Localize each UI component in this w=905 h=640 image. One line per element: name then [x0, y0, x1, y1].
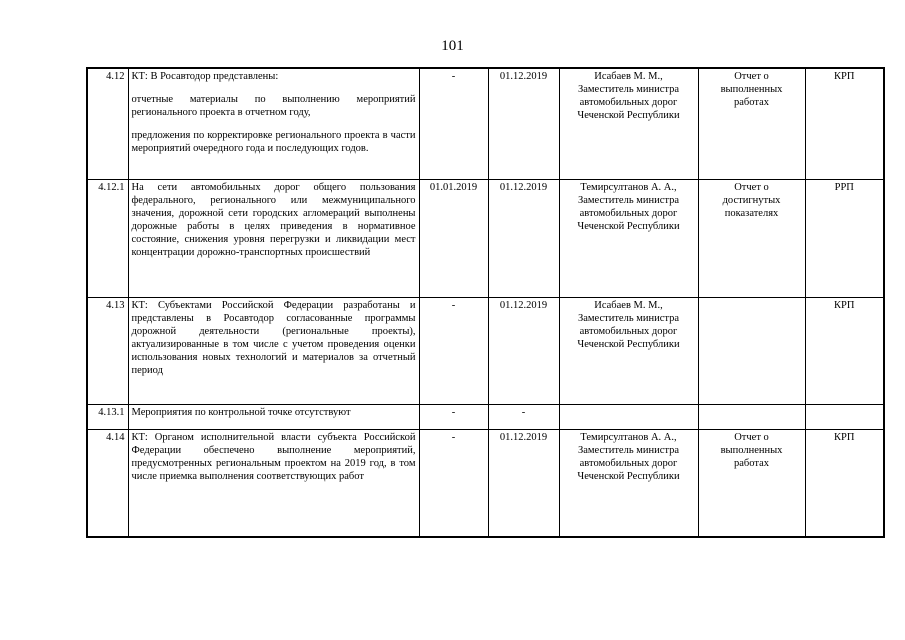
item-number-cell: 4.13	[87, 297, 128, 404]
end-date-cell: 01.12.2019	[488, 179, 559, 297]
responsible-line: автомобильных дорог	[579, 457, 678, 469]
result-line: работах	[734, 97, 769, 108]
end-date-cell: 01.12.2019	[488, 68, 559, 179]
task-text: КТ: Органом исполнительной власти субъекта Российской Федерации обеспечено выполнение мероприятий, предусмотренных региональным проектом на 2019 год, в том числе приемка выполнения соответствующих работ	[131, 431, 416, 482]
result-cell	[698, 429, 805, 537]
start-date-cell: -	[419, 429, 488, 537]
result-line: работах	[734, 457, 769, 469]
result-cell	[698, 179, 805, 297]
task-cell	[128, 429, 419, 537]
item-number-cell: 4.13.1	[87, 404, 128, 429]
task-cell	[128, 179, 419, 297]
responsible-cell	[559, 68, 698, 179]
end-date-cell: 01.12.2019	[488, 429, 559, 537]
responsible-line: Заместитель министра	[577, 444, 680, 456]
responsible-cell	[559, 404, 698, 429]
plan-table-body	[87, 68, 884, 537]
responsible-line: Чеченской Республики	[577, 110, 680, 121]
start-date-cell: -	[419, 404, 488, 429]
task-text: Мероприятия по контрольной точке отсутствуют	[131, 406, 351, 418]
result-cell	[698, 404, 805, 429]
end-date-cell: -	[488, 404, 559, 429]
responsible-cell	[559, 297, 698, 404]
level-cell: КРП	[805, 429, 884, 537]
responsible-line: Чеченской Республики	[577, 470, 680, 482]
table-row	[87, 429, 884, 537]
result-line: показателях	[724, 207, 779, 219]
task-text: отчетные материалы по выполнению мероприятий регионального проекта в отчетном году,	[131, 94, 416, 118]
task-text: КТ: Субъектами Российской Федерации разработаны и представлены в Росавтодор согласованные программы дорожной деятельности (региональные проекты), актуализированные в том числе с учетом проведения оценки использования новых технологий и материалов за отчетный период	[131, 299, 416, 376]
level-cell	[805, 404, 884, 429]
plan-table	[86, 67, 885, 538]
table-row	[87, 404, 884, 429]
responsible-line: Темирсултанов А. А.,	[580, 431, 677, 443]
result-cell	[698, 297, 805, 404]
item-number-cell: 4.12	[87, 68, 128, 179]
task-cell	[128, 404, 419, 429]
result-line: Отчет о	[734, 71, 769, 82]
result-line: достигнутых	[722, 194, 781, 206]
result-line: Отчет о	[734, 431, 769, 443]
result-cell	[698, 68, 805, 179]
result-line: Отчет о	[734, 181, 769, 193]
responsible-line: Заместитель министра	[577, 194, 680, 206]
responsible-line: автомобильных дорог	[579, 207, 678, 219]
responsible-line: Заместитель министра	[577, 84, 680, 95]
start-date-cell: -	[419, 68, 488, 179]
result-line: выполненных	[720, 84, 783, 95]
level-cell: КРП	[805, 297, 884, 404]
responsible-line: Исабаев М. М.,	[594, 299, 663, 311]
item-number-cell: 4.12.1	[87, 179, 128, 297]
responsible-line: Заместитель министра	[577, 312, 680, 324]
responsible-cell	[559, 179, 698, 297]
start-date-cell: 01.01.2019	[419, 179, 488, 297]
responsible-line: Темирсултанов А. А.,	[580, 181, 677, 193]
table-row	[87, 68, 884, 179]
task-cell	[128, 297, 419, 404]
page-number: 101	[441, 38, 464, 54]
level-cell: РРП	[805, 179, 884, 297]
responsible-line: автомобильных дорог	[579, 325, 678, 337]
task-text: предложения по корректировке регионального проекта в части мероприятий очередного года и последующих годов.	[131, 130, 416, 154]
start-date-cell: -	[419, 297, 488, 404]
task-text: На сети автомобильных дорог общего пользования федерального, регионального или межмуниципального значения, дорожной сети городских агломераций выполнены дорожные работы в целях приведения в нормативное состояние, снижения уровня перегрузки и ликвидации мест концентрации дорожно-транспортных происшествий	[131, 181, 416, 258]
end-date-cell: 01.12.2019	[488, 297, 559, 404]
responsible-line: Исабаев М. М.,	[594, 71, 663, 82]
responsible-line: Чеченской Республики	[577, 338, 680, 350]
responsible-line: Чеченской Республики	[577, 220, 680, 232]
responsible-line: автомобильных дорог	[579, 97, 678, 108]
responsible-cell	[559, 429, 698, 537]
task-text: КТ: В Росавтодор представлены:	[131, 71, 279, 82]
result-line: выполненных	[720, 444, 783, 456]
table-row	[87, 297, 884, 404]
item-number-cell: 4.14	[87, 429, 128, 537]
level-cell: КРП	[805, 68, 884, 179]
table-row	[87, 179, 884, 297]
task-cell	[128, 68, 419, 179]
